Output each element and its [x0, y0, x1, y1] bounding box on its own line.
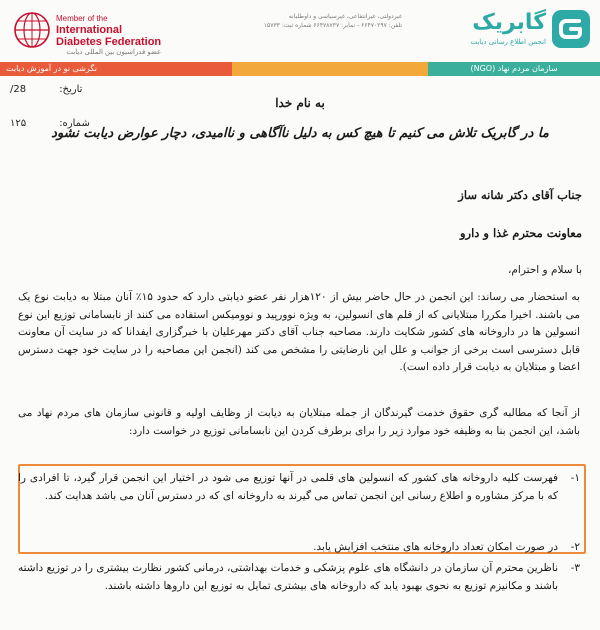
- list-item-text: فهرست کلیه داروخانه های کشور که انسولین های قلمی در آنها توزیع می شود در اختیار این انجمن قرار گیرد، تا افرادی را که با مرکز مشاوره و اطلاع رسانی این انجمن تماس می گیرند به داروخانه ای که در دسترس آنان می باشد هدایت کند.: [18, 472, 558, 502]
- list-item-text: ناظرین محترم آن سازمان در دانشگاه های علوم پزشکی و خدمات بهداشتی، درمانی کشور نظارت بیشتری را در توزیع داشته باشند و مکانیزم توزیع به نحوی بهبود یابد که داروخانه های بیشتری تمایل به توزیع این داروها داشته باشند.: [18, 562, 558, 592]
- list-item: [18, 560, 580, 595]
- recipient-title: معاونت محترم غذا و دارو: [459, 226, 582, 240]
- bismillah-heading: به نام خدا: [275, 96, 325, 110]
- number-value: ۱۲۵: [10, 118, 27, 129]
- organization-motto: ما در گابریک تلاش می کنیم تا هیچ کس به دلیل ناآگاهی و ناامیدی، دچار عوارض دیابت نشود: [51, 126, 549, 141]
- idf-member-of-label: Member of the: [56, 14, 108, 23]
- idf-international-label: International: [56, 24, 123, 36]
- recipient-name: جناب آقای دکتر شانه ساز: [458, 188, 582, 202]
- request-list: [18, 0, 580, 630]
- date-label: تاریخ:: [59, 84, 83, 95]
- greeting: با سلام و احترام،: [508, 264, 582, 276]
- gabric-name: گابریک: [472, 10, 546, 35]
- list-item-number: ۳-: [570, 562, 580, 574]
- list-item-number: ۱-: [570, 472, 580, 484]
- list-item-number: ۲-: [570, 541, 580, 553]
- paragraph-intro: به استحضار می رساند: این انجمن در حال حاضر بیش از ۱۲۰هزار نفر عضو دیابتی دارد که حدود ۱۵٪ آنان مبتلا به دیابت نوع یک می باشند. اخیرا مکررا مبتلایانی که از قلم های انسولین، به ویژه نوورپید و نوومیکس استفاده می کنند از نابسامانی توزیع این نوع انسولین ها در داروخانه های کشور شکایت دارند. مصاحبه جناب آقای دکتر مهرعلیان با خبرگزاری ایفدانا که در سایت آن معاونت قابل دسترسی است برخی از جوانب و علل این نارضایتی را مشخص می کند (انجمن این مصاحبه را در سایت خود جهت دسترس اعضا و مبتلایان به دیابت قرار داده است).: [18, 291, 580, 373]
- number-label: شماره:: [59, 118, 90, 129]
- gabric-tagline: انجمن اطلاع رسانی دیابت: [470, 38, 546, 46]
- date-value: /28: [10, 84, 27, 95]
- idf-persian-subtitle: عضو فدراسیون بین المللی دیابت: [66, 49, 162, 56]
- organization-type-line: غیردولتی، غیرانتفاعی، غیرسیاسی و داوطلبانه: [288, 13, 402, 20]
- paragraph-request: از آنجا که مطالبه گری حقوق خدمت گیرندگان از جمله مبتلایان به دیابت از وظایف اولیه و قانونی سازمان های مردم نهاد می باشد، این انجمن بنا به وظیفه خود موارد زیر را برای برطرف کردن این نابسامانی توزیع در خواست دارد:: [18, 407, 580, 437]
- contact-info-line: تلفن: ۶۶۴۷۰۲۹۷ - نمابر: ۶۶۴۷۸۷۳۷ شماره ثبت: ۱۵۷۳۳: [263, 22, 402, 29]
- idf-federation-label: Diabetes Federation: [56, 36, 162, 48]
- stripe-slogan: نگرشی نو در آموزش دیابت: [0, 62, 232, 76]
- list-item: [18, 539, 580, 557]
- stripe-ngo-label: سازمان مردم نهاد (NGO): [428, 62, 600, 76]
- list-item: [18, 470, 580, 505]
- list-item-text: در صورت امکان تعداد داروخانه های منتخب افزایش یابد.: [313, 541, 558, 553]
